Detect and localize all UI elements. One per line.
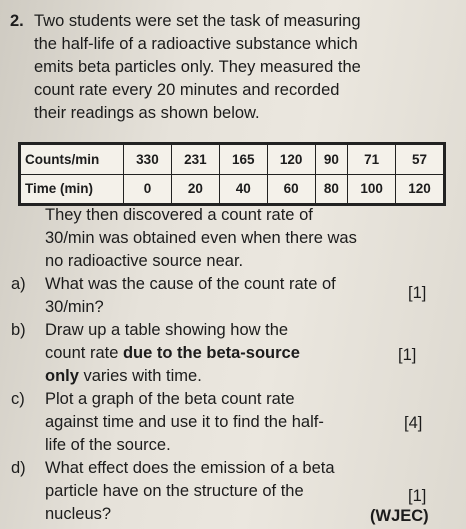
background-line-1: They then discovered a count rate of	[45, 206, 313, 224]
intro-line-4: count rate every 20 minutes and recorded	[34, 81, 340, 99]
part-b-line-3	[45, 366, 202, 386]
time-header: Time (min)	[21, 174, 124, 204]
part-c-line-2: against time and use it to find the half-	[45, 413, 324, 431]
time-row	[21, 174, 444, 204]
time-cell: 0	[124, 174, 172, 204]
intro-line-1: Two students were set the task of measuring	[34, 12, 361, 30]
time-cell: 120	[396, 174, 444, 204]
part-b-line-2	[45, 343, 300, 363]
question-number: 2.	[10, 12, 24, 30]
part-c-line-3: life of the source.	[45, 436, 171, 454]
part-c-label: c)	[11, 390, 25, 408]
part-b-line-3-plain: varies with time.	[78, 367, 202, 385]
count-cell: 90	[315, 145, 348, 175]
time-cell: 60	[267, 174, 315, 204]
part-d-label: d)	[11, 459, 26, 477]
part-b-line-3-bold: only	[45, 367, 79, 385]
part-d-line-3: nucleus?	[45, 505, 112, 523]
count-cell: 71	[348, 145, 396, 175]
count-cell: 57	[396, 145, 444, 175]
part-b-line-2-bold: due to the beta-source	[122, 344, 300, 362]
readings-table	[18, 142, 446, 206]
part-a-line-2: 30/min?	[45, 298, 104, 316]
count-cell: 165	[219, 145, 267, 175]
part-b-line-2-plain: count rate	[45, 344, 123, 362]
time-cell: 20	[171, 174, 219, 204]
part-d-line-2: particle have on the structure of the	[45, 482, 304, 500]
part-d-marks: [1]	[408, 487, 427, 505]
background-line-3: no radioactive source near.	[45, 252, 244, 270]
time-cell: 100	[348, 174, 396, 204]
counts-row	[21, 145, 444, 175]
count-cell: 231	[171, 145, 219, 175]
part-a-label: a)	[11, 275, 26, 293]
part-c-line-1: Plot a graph of the beta count rate	[45, 390, 295, 408]
counts-header: Counts/min	[21, 145, 124, 175]
part-b-line-1: Draw up a table showing how the	[45, 321, 289, 339]
count-cell: 120	[267, 145, 315, 175]
intro-line-5: their readings as shown below.	[34, 104, 260, 122]
intro-line-2: the half-life of a radioactive substance which	[34, 35, 358, 53]
background-line-2: 30/min was obtained even when there was	[45, 229, 357, 247]
part-b-label: b)	[11, 321, 26, 339]
part-a-marks: [1]	[408, 284, 427, 302]
part-a-line-1: What was the cause of the count rate of	[45, 275, 336, 293]
part-d-line-1: What effect does the emission of a beta	[45, 459, 335, 477]
part-b-marks: [1]	[398, 346, 417, 364]
part-c-marks: [4]	[404, 414, 423, 432]
count-cell: 330	[124, 145, 172, 175]
time-cell: 40	[219, 174, 267, 204]
intro-line-3: emits beta particles only. They measured the	[34, 58, 361, 76]
time-cell: 80	[315, 174, 348, 204]
source-label: (WJEC)	[370, 507, 429, 525]
